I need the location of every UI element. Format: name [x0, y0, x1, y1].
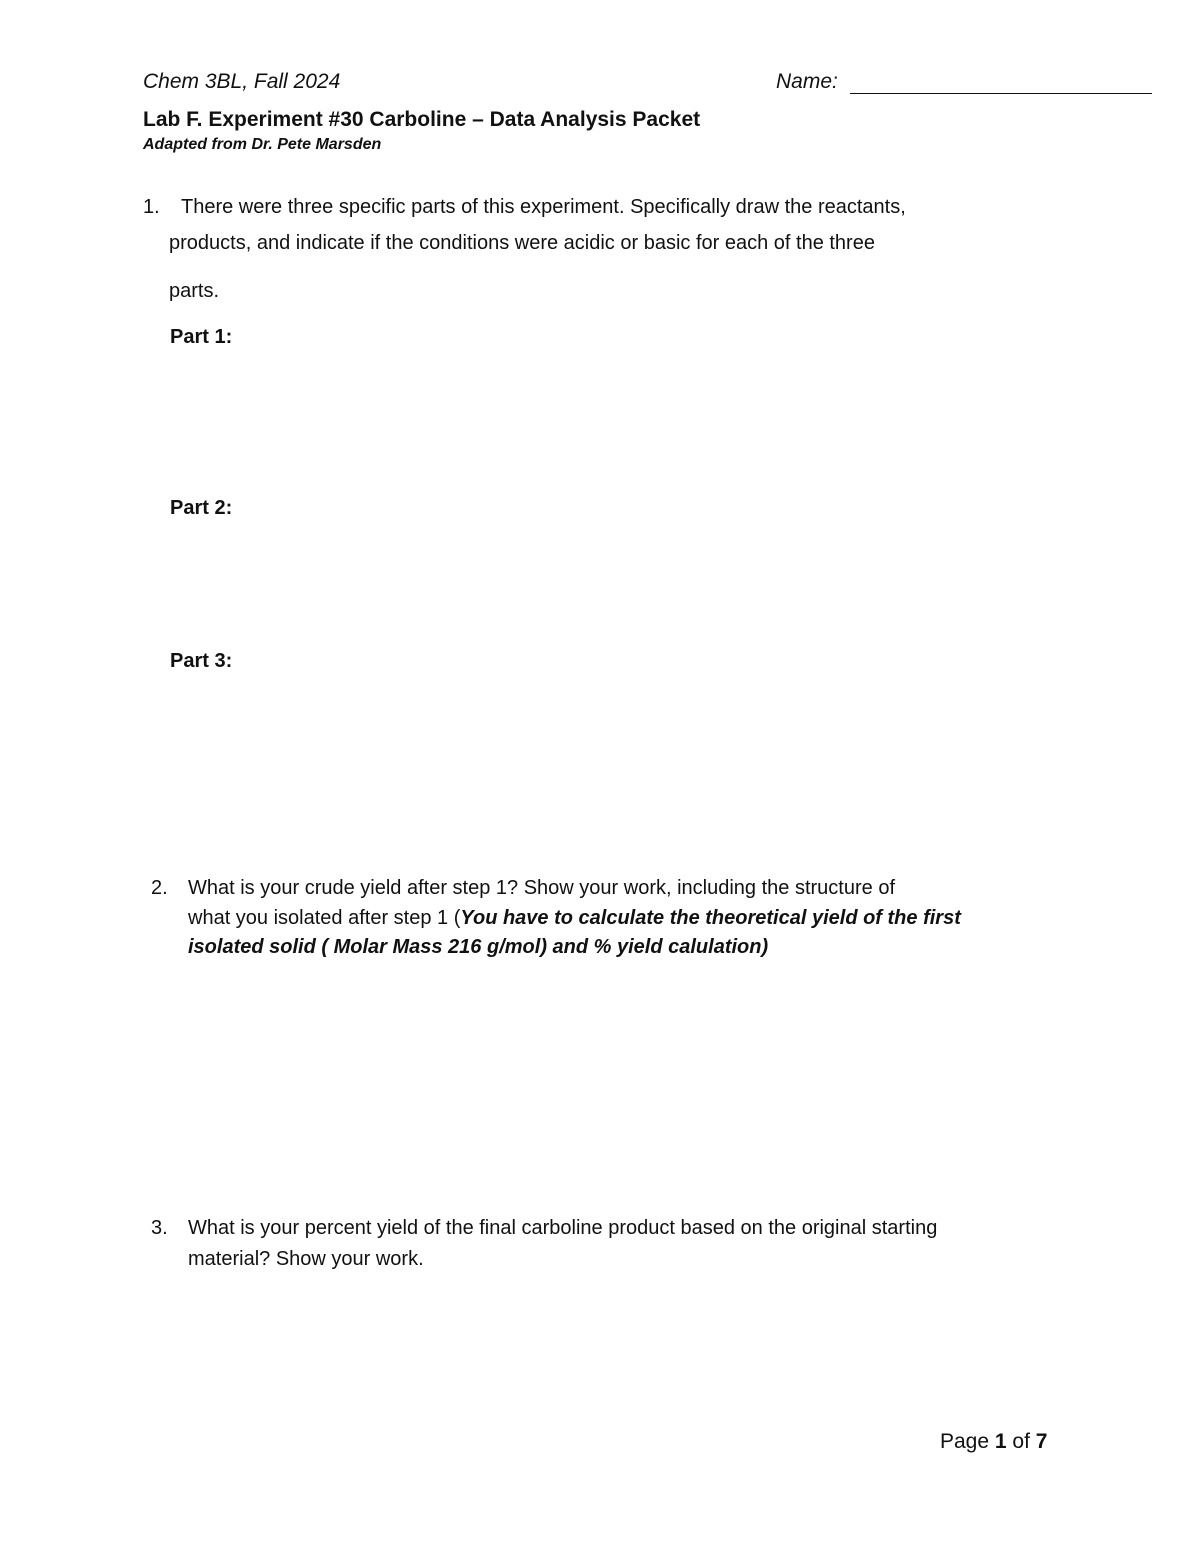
total-pages: 7: [1035, 1430, 1048, 1453]
course-term: Chem 3BL, Fall 2024: [143, 70, 341, 93]
page-word: Page: [940, 1430, 990, 1453]
question-1-number: 1.: [143, 196, 160, 218]
question-3-text-line: material? Show your work.: [188, 1248, 424, 1270]
page-number: [940, 1430, 1047, 1454]
name-label: Name:: [776, 70, 838, 93]
question-3-text-line: What is your percent yield of the final carboline product based on the original starting: [188, 1217, 938, 1239]
question-1-text-line: products, and indicate if the conditions were acidic or basic for each of the three: [169, 232, 875, 254]
question-2-text-line: What is your crude yield after step 1? Show your work, including the structure of: [188, 877, 896, 899]
document-title: Lab F. Experiment #30 Carboline – Data Analysis Packet: [143, 108, 701, 131]
current-page: 1: [994, 1430, 1007, 1453]
question-2-plain-text: what you isolated after step 1 (: [188, 907, 461, 929]
question-1-text-line: There were three specific parts of this experiment. Specifically draw the reactants,: [181, 196, 906, 218]
part-1-label: Part 1:: [170, 326, 233, 348]
question-2-text-line: [188, 907, 961, 930]
part-2-label: Part 2:: [170, 497, 233, 519]
of-word: of: [1012, 1430, 1030, 1453]
question-3-number: 3.: [151, 1217, 168, 1239]
question-2-emphasis-text: You have to calculate the theoretical yield of the first: [460, 907, 961, 929]
question-1-text-line: parts.: [169, 280, 220, 302]
question-2-emphasis-line: isolated solid ( Molar Mass 216 g/mol) and % yield calulation): [188, 936, 769, 958]
document-subtitle: Adapted from Dr. Pete Marsden: [143, 136, 382, 153]
part-3-label: Part 3:: [170, 650, 233, 672]
question-2-number: 2.: [151, 877, 168, 899]
name-blank-line[interactable]: [850, 93, 1152, 94]
